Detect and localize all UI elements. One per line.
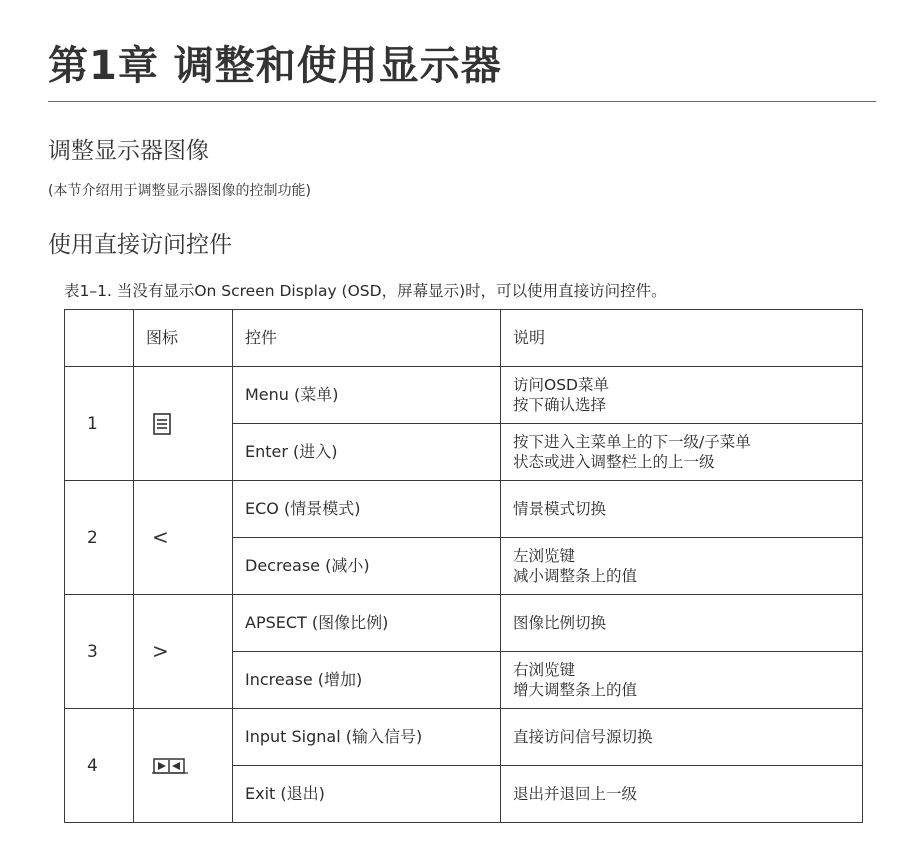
- icon-cell: [134, 481, 233, 595]
- control-cell: APSECT (图像比例): [233, 595, 501, 652]
- description-cell: [501, 595, 863, 652]
- section-note: (本节介绍用于调整显示器图像的控制功能): [48, 183, 311, 199]
- icon-cell: [134, 595, 233, 709]
- description-cell: [501, 481, 863, 538]
- control-cell: Input Signal (输入信号): [233, 709, 501, 766]
- control-cell: ECO (情景模式): [233, 481, 501, 538]
- right-arrow-icon: >: [152, 638, 169, 663]
- description-line: 左浏览键: [513, 547, 576, 565]
- description-line: 访问OSD菜单: [513, 376, 609, 394]
- row-number: 2: [65, 481, 134, 595]
- description-line: 状态或进入调整栏上的上一级: [513, 453, 715, 471]
- left-arrow-icon: <: [152, 524, 169, 549]
- header-cell-description: 说明: [501, 310, 863, 367]
- table-row: [65, 709, 863, 766]
- icon-cell: [134, 367, 233, 481]
- description-line: 图像比例切换: [513, 614, 607, 632]
- section-heading-direct-access: 使用直接访问控件: [48, 232, 232, 258]
- control-cell: Increase (增加): [233, 652, 501, 709]
- menu-icon: [152, 413, 172, 435]
- header-cell-icon: 图标: [134, 310, 233, 367]
- header-cell-control: 控件: [233, 310, 501, 367]
- description-line: 按下进入主菜单上的下一级/子菜单: [513, 433, 751, 451]
- description-cell: [501, 766, 863, 823]
- description-line: 退出并退回上一级: [513, 785, 638, 803]
- row-number: 3: [65, 595, 134, 709]
- description-cell: [501, 709, 863, 766]
- icon-cell: [134, 709, 233, 823]
- row-number: 1: [65, 367, 134, 481]
- title-divider: [48, 101, 876, 102]
- table-caption: 表1–1. 当没有显示On Screen Display (OSD，屏幕显示)时，可以使用直接访问控件。: [64, 282, 667, 300]
- description-cell: [501, 367, 863, 424]
- input-signal-icon: [152, 756, 188, 776]
- table-row: [65, 595, 863, 652]
- description-line: 直接访问信号源切换: [513, 728, 653, 746]
- description-cell: [501, 538, 863, 595]
- control-cell: Decrease (减小): [233, 538, 501, 595]
- control-cell: Exit (退出): [233, 766, 501, 823]
- control-cell: Menu (菜单): [233, 367, 501, 424]
- description-line: 情景模式切换: [513, 500, 607, 518]
- table-header-row: [65, 310, 863, 367]
- table-row: [65, 481, 863, 538]
- controls-table: [64, 309, 863, 823]
- description-line: 增大调整条上的值: [513, 681, 638, 699]
- description-line: 减小调整条上的值: [513, 567, 638, 585]
- description-cell: [501, 652, 863, 709]
- table-row: [65, 367, 863, 424]
- description-cell: [501, 424, 863, 481]
- section-heading-adjust-image: 调整显示器图像: [48, 138, 209, 164]
- chapter-title: 第1章 调整和使用显示器: [48, 43, 502, 89]
- row-number: 4: [65, 709, 134, 823]
- header-cell-number: [65, 310, 134, 367]
- description-line: 按下确认选择: [513, 396, 607, 414]
- control-cell: Enter (进入): [233, 424, 501, 481]
- description-line: 右浏览键: [513, 661, 576, 679]
